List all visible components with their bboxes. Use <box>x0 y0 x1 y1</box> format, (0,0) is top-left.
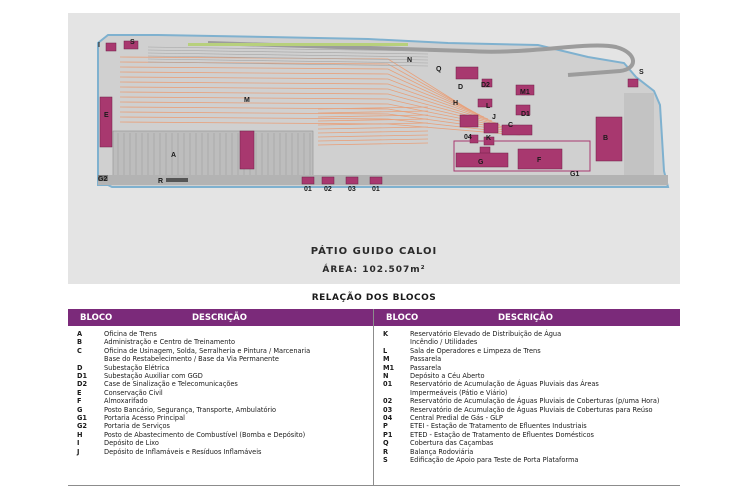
table-rows-right <box>374 326 680 465</box>
label-M: M <box>244 97 250 104</box>
blocks-table-right <box>374 309 680 485</box>
table-row <box>68 330 373 338</box>
table-row <box>374 456 680 464</box>
block-description: Balança Rodoviária <box>410 447 474 456</box>
plan-area: ÁREA: 102.507m² <box>322 265 426 275</box>
table-row <box>68 422 373 430</box>
label-A: A <box>171 152 177 159</box>
block-description: Passarela <box>410 355 442 364</box>
block-description: ETED - Estação de Tratamento de Efluentes Domésticos <box>410 430 594 439</box>
block-code: C <box>77 346 82 355</box>
block-code: K <box>383 330 389 338</box>
block-code: 02 <box>383 397 393 406</box>
block-description: Reservatório de Acumulação de Águas Pluviais de Coberturas para Reúso <box>410 405 653 414</box>
label-M1: M1 <box>520 89 530 96</box>
block-code: P <box>383 422 388 431</box>
scale-R <box>166 178 188 182</box>
block-code: H <box>77 430 83 439</box>
block-code: P1 <box>383 430 393 439</box>
blocks-table-left <box>68 309 374 485</box>
building-01 <box>302 177 314 184</box>
block-code: I <box>77 439 80 448</box>
table-row <box>68 372 373 380</box>
building-B <box>596 117 622 161</box>
table-row <box>374 355 680 363</box>
label-S-west: S <box>130 39 135 46</box>
table-row <box>68 347 373 364</box>
table-row <box>374 364 680 372</box>
block-description: Depósito de Lixo <box>104 439 159 448</box>
block-description: ETEI - Estação de Tratamento de Efluentes Industriais <box>410 422 587 431</box>
building-I <box>106 43 116 51</box>
table-rows-left <box>68 326 373 456</box>
building-E <box>100 97 112 147</box>
block-code: F <box>77 397 82 406</box>
block-code: D2 <box>77 380 88 389</box>
block-description: Conservação Civil <box>104 388 163 397</box>
label-01b: 01 <box>372 186 380 193</box>
block-code: L <box>383 346 388 355</box>
table-row <box>68 338 373 346</box>
east-road <box>624 93 654 175</box>
block-description: Subestação Elétrica <box>104 363 170 372</box>
block-code: S <box>383 456 388 465</box>
label-C: C <box>508 122 514 129</box>
block-description: Case de Sinalização e Telecomunicações <box>104 380 238 389</box>
label-I: I <box>98 42 100 49</box>
building-Q <box>456 67 478 79</box>
site-plan-map <box>68 13 680 284</box>
building-C <box>502 125 532 135</box>
block-description: Reservatório Elevado de Distribuição de Água Incêndio / Utilidades <box>410 330 562 347</box>
column-header-description: DESCRIÇÃO <box>498 313 553 323</box>
table-row <box>68 431 373 439</box>
site-plan-panel <box>68 13 680 284</box>
block-description: Edificação de Apoio para Teste de Porta Plataforma <box>410 456 579 465</box>
label-G2: G2 <box>98 176 108 183</box>
label-H: H <box>453 100 459 107</box>
table-row <box>68 414 373 422</box>
label-K: K <box>486 135 492 142</box>
plan-title: PÁTIO GUIDO CALOI <box>310 246 438 257</box>
table-row <box>68 389 373 397</box>
building-01b <box>370 177 382 184</box>
block-code: M <box>383 355 390 364</box>
relation-title: RELAÇÃO DOS BLOCOS <box>311 293 437 303</box>
block-code: Q <box>383 439 389 448</box>
column-header-description: DESCRIÇÃO <box>192 313 247 323</box>
table-row <box>374 439 680 447</box>
block-description: Depósito a Céu Aberto <box>410 372 485 381</box>
block-code: N <box>383 372 389 381</box>
block-code: R <box>383 447 389 456</box>
block-code: 01 <box>383 380 393 389</box>
block-description: Depósito de Inflamáveis e Resíduos Inflamáveis <box>104 447 262 456</box>
bottom-rule <box>68 485 680 486</box>
table-row <box>374 431 680 439</box>
block-description: Posto Bancário, Segurança, Transporte, Ambulatório <box>104 405 277 414</box>
label-B: B <box>603 135 609 142</box>
label-L: L <box>486 103 491 110</box>
building-M-block <box>240 131 254 169</box>
table-row <box>68 364 373 372</box>
block-code: B <box>77 338 83 347</box>
label-N: N <box>407 57 413 64</box>
block-description: Sala de Operadores e Limpeza de Trens <box>410 346 541 355</box>
block-description: Passarela <box>410 363 442 372</box>
block-code: M1 <box>383 363 395 372</box>
block-code: G1 <box>77 414 88 423</box>
label-E: E <box>104 112 109 119</box>
block-code: 03 <box>383 405 393 414</box>
label-R: R <box>158 178 164 185</box>
label-D2: D2 <box>481 82 490 89</box>
label-G1: G1 <box>570 171 580 178</box>
table-header-right <box>374 309 680 326</box>
block-description: Oficina de Trens <box>104 330 157 338</box>
table-row <box>374 380 680 397</box>
label-03: 03 <box>348 186 356 193</box>
block-description: Central Predial de Gás - GLP <box>410 414 503 423</box>
label-S-east: S <box>639 69 644 76</box>
label-04: 04 <box>464 134 472 141</box>
label-D: D <box>458 84 464 91</box>
label-Q: Q <box>436 66 442 73</box>
column-header-block: BLOCO <box>80 313 113 323</box>
table-row <box>374 406 680 414</box>
green-strip <box>188 43 408 46</box>
block-description: Portaria de Serviços <box>104 422 170 431</box>
block-code: J <box>77 447 80 456</box>
block-code: G <box>77 405 83 414</box>
building-A-workshop <box>113 131 313 179</box>
table-row <box>374 414 680 422</box>
table-row <box>374 330 680 347</box>
building-03 <box>346 177 358 184</box>
block-description: Reservatório de Acumulação de Águas Pluviais das Áreas Impermeáveis (Pátio e Viário) <box>410 380 599 397</box>
block-description: Posto de Abastecimento de Combustível (Bomba e Depósito) <box>104 430 306 439</box>
table-row <box>374 397 680 405</box>
label-F: F <box>537 157 542 164</box>
table-row <box>68 380 373 388</box>
table-row <box>374 422 680 430</box>
block-description: Subestação Auxiliar com GGD <box>104 372 203 381</box>
building-02 <box>322 177 334 184</box>
building-S-east <box>628 79 638 87</box>
table-row <box>68 448 373 456</box>
block-code: D <box>77 363 83 372</box>
block-description: Almoxarifado <box>104 397 148 406</box>
label-D1: D1 <box>521 111 530 118</box>
column-header-block: BLOCO <box>386 313 419 323</box>
label-J: J <box>492 114 496 121</box>
table-row <box>68 439 373 447</box>
block-description: Oficina de Usinagem, Solda, Serralheria e Pintura / Marcenaria Base do Restabelecimento / Base da Via Permanente <box>104 346 311 364</box>
block-description: Portaria Acesso Principal <box>104 414 185 423</box>
table-header-left <box>68 309 373 326</box>
building-H <box>460 115 478 127</box>
block-description: Reservatório de Acumulação de Águas Pluviais de Coberturas (p/uma Hora) <box>410 397 660 406</box>
block-code: A <box>77 330 83 338</box>
table-row <box>374 448 680 456</box>
building-L <box>484 123 498 133</box>
table-row <box>68 406 373 414</box>
label-02: 02 <box>324 186 332 193</box>
block-description: Cobertura das Caçambas <box>410 439 494 448</box>
block-code: G2 <box>77 422 88 431</box>
block-description: Administração e Centro de Treinamento <box>104 338 236 347</box>
block-code: E <box>77 388 82 397</box>
label-01: 01 <box>304 186 312 193</box>
table-row <box>374 347 680 355</box>
block-code: 04 <box>383 414 393 423</box>
label-G: G <box>478 159 484 166</box>
block-code: D1 <box>77 372 88 381</box>
table-row <box>68 397 373 405</box>
